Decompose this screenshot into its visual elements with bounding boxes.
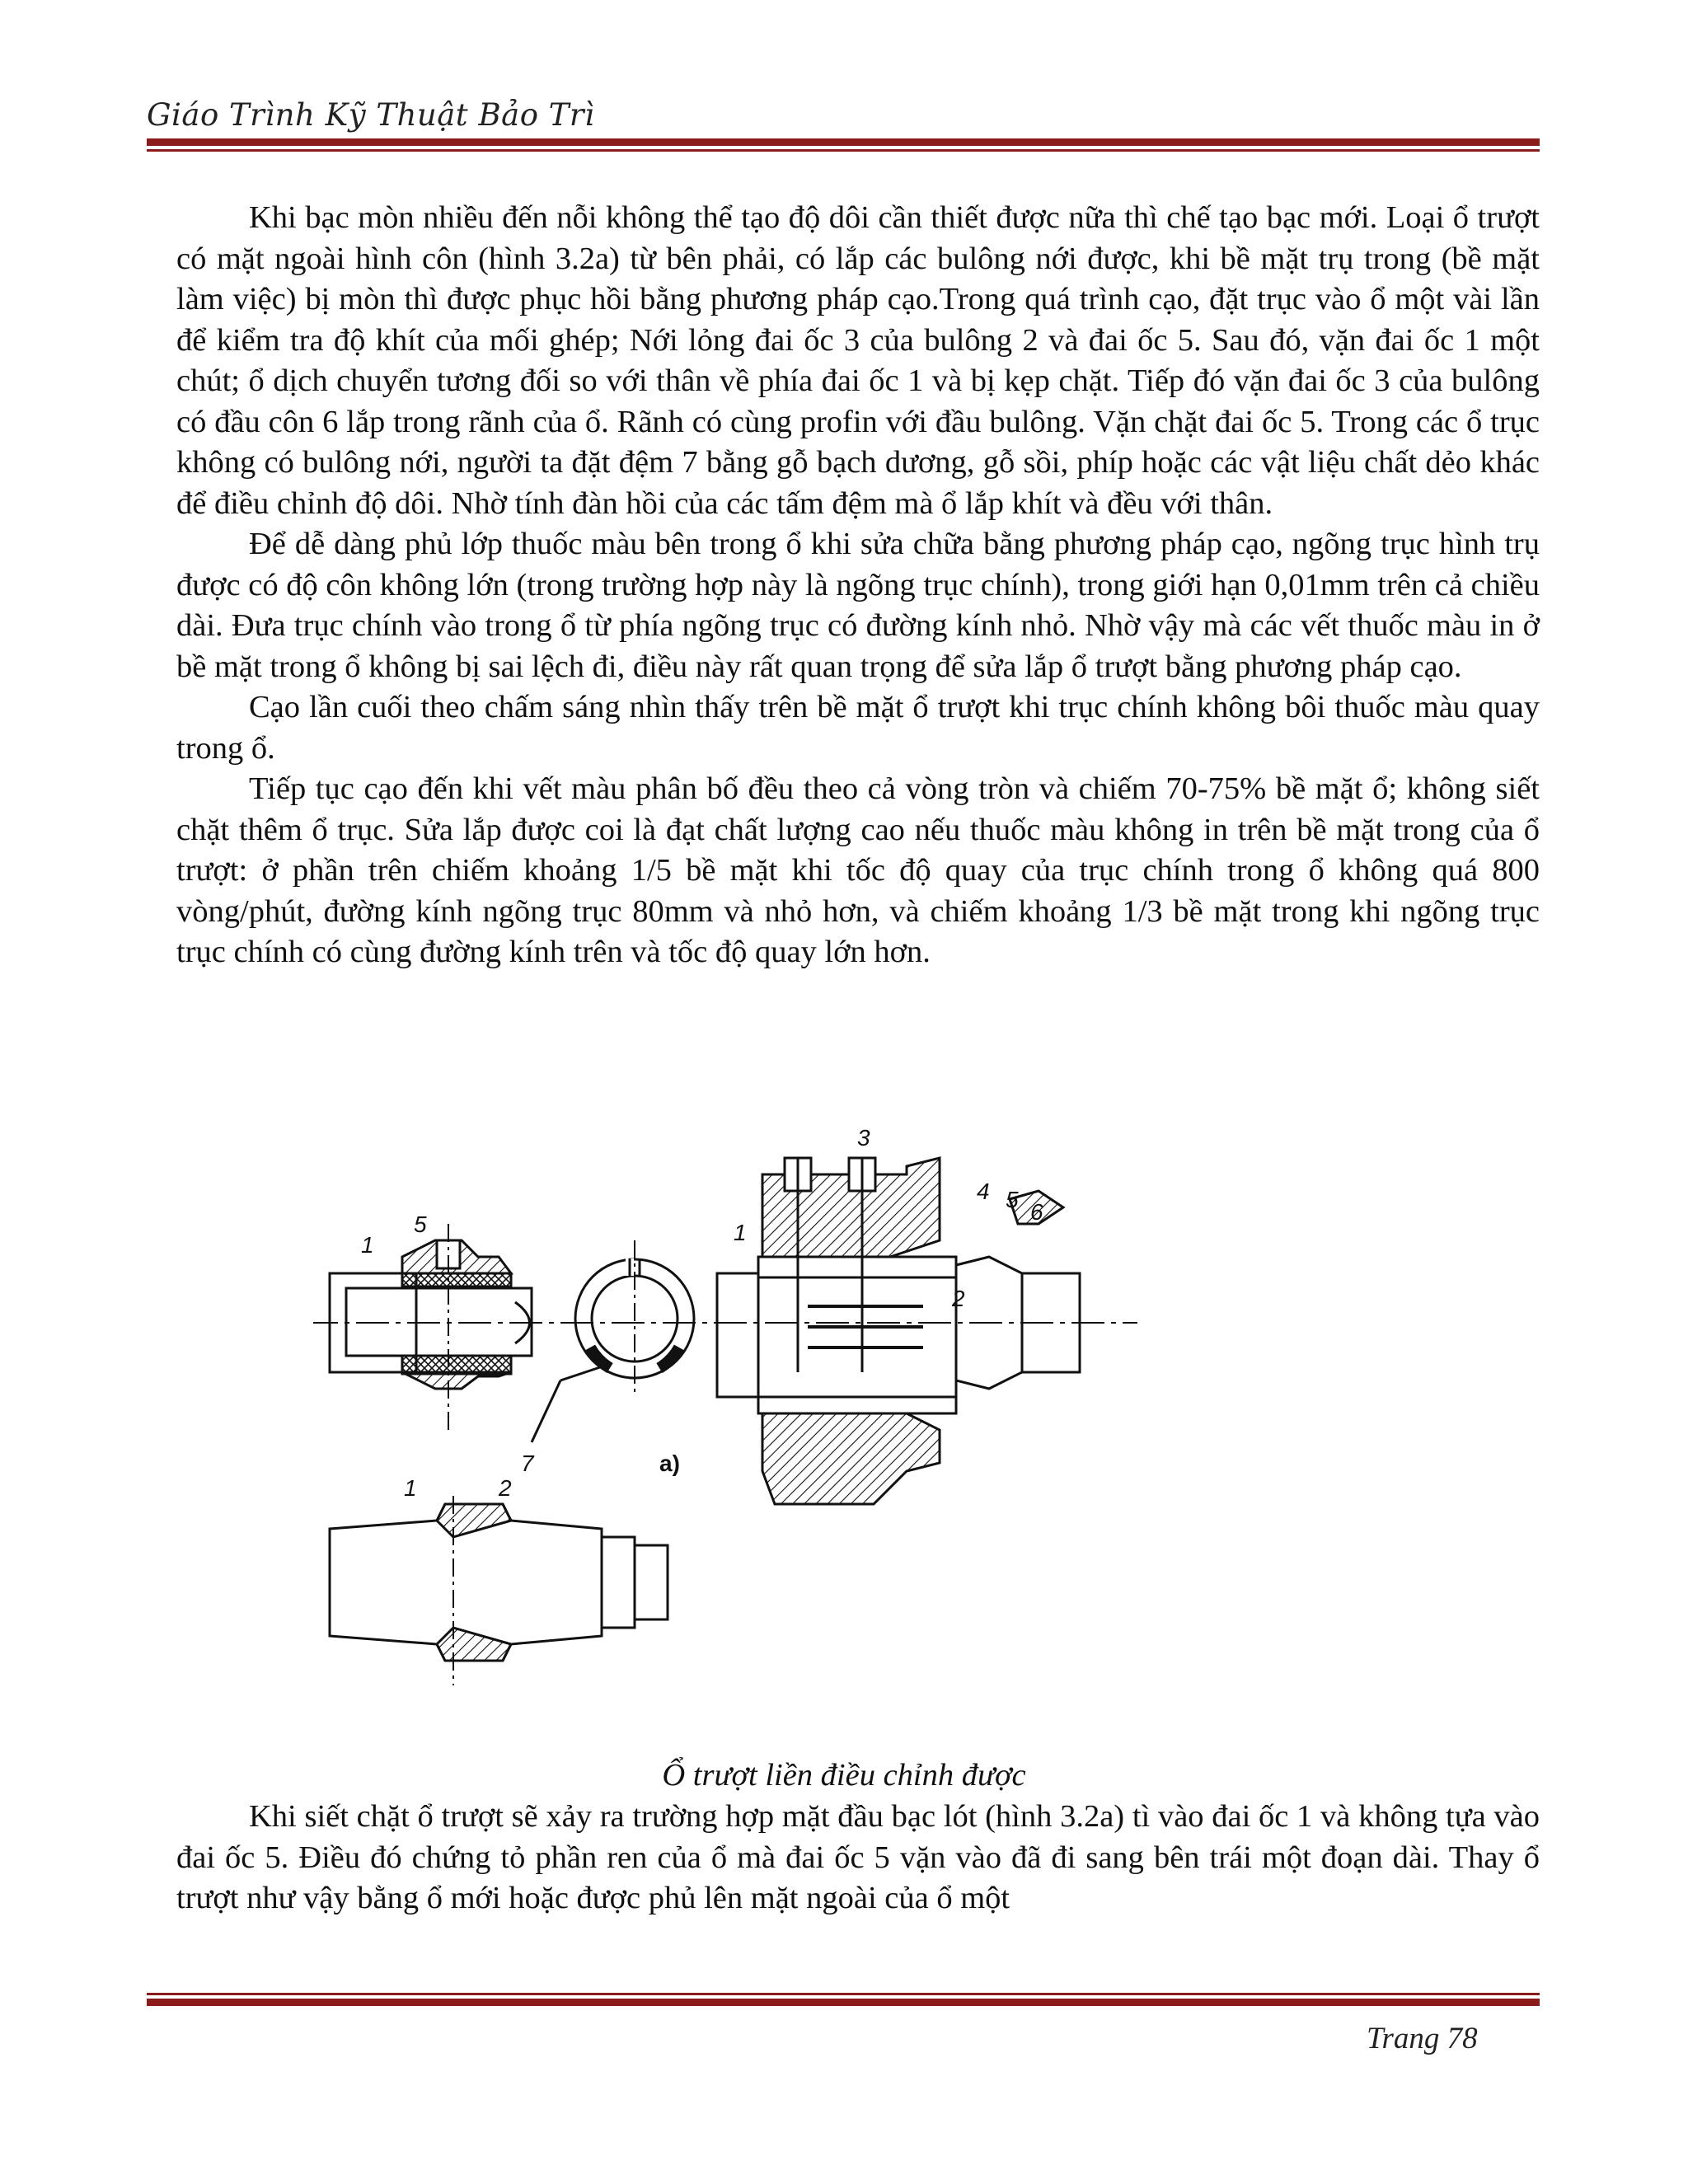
header-rule	[147, 138, 1540, 152]
right-bearing-view	[717, 1158, 1080, 1504]
header-title: Giáo Trình Kỹ Thuật Bảo Trì	[147, 97, 595, 133]
paragraph: Để dễ dàng phủ lớp thuốc màu bên trong ổ khi sửa chữa bằng phương pháp cạo, ngõng trục hình trụ được có độ côn không lớn (trong trường hợp này là ngõng trục chính), trong giới hạn 0,01mm trên cả chiều dài. Đưa trục chính vào trong ổ từ phía ngõng trục có đường kính nhỏ. Nhờ vậy mà các vết thuốc màu in ở bề mặt trong ổ không bị sai lệch đi, điều này rất quan trọng để sửa lắp ổ trượt bằng phương pháp cạo.	[176, 527, 1540, 684]
paragraph: Khi siết chặt ổ trượt sẽ xảy ra trường hợp mặt đầu bạc lót (hình 3.2a) tì vào đai ốc 1 và không tựa vào đai ốc 5. Điều đó chứng tỏ phần ren của ổ mà đai ốc 5 vặn vào đã đi sang bên trái một đoạn dài. Thay ổ trượt như vậy bằng ổ mới hoặc được phủ lên mặt ngoài của ổ một	[176, 1799, 1540, 1915]
fig-label: 5	[1006, 1187, 1019, 1212]
fig-label: 1	[734, 1220, 747, 1245]
bearing-figure	[313, 1108, 1154, 1751]
figure-caption: Ổ trượt liền điều chỉnh được	[662, 1758, 1026, 1793]
fig-label: 1	[361, 1232, 374, 1258]
fig-label: 4	[977, 1179, 990, 1204]
footer-rule	[147, 1993, 1540, 2006]
page-number: Trang 78	[1367, 2022, 1478, 2055]
fig-label: 2	[499, 1475, 512, 1501]
fig-label: 5	[414, 1212, 427, 1237]
fig-label: 1	[404, 1475, 417, 1501]
fig-label: 6	[1030, 1199, 1043, 1225]
fig-label: 7	[521, 1451, 534, 1476]
lower-text	[176, 1797, 1540, 1919]
paragraph: Cạo lần cuối theo chấm sáng nhìn thấy trên bề mặt ổ trượt khi trục chính không bôi thuốc màu quay trong ổ.	[176, 690, 1540, 766]
body-text	[176, 198, 1540, 973]
fig-label: a)	[659, 1451, 680, 1476]
left-bearing-view	[330, 1224, 532, 1430]
paragraph: Khi bạc mòn nhiều đến nỗi không thể tạo độ dôi cần thiết được nữa thì chế tạo bạc mới. Loại ổ trượt có mặt ngoài hình côn (hình 3.2a) từ bên phải, có lắp các bulông nới được, khi bề mặt trụ trong (bề mặt làm việc) bị mòn thì được phục hồi bằng phương pháp cạo.Trong quá trình cạo, đặt trục vào ổ một vài lần để kiểm tra độ khít của mối ghép; Nới lỏng đai ốc 3 của bulông 2 và đai ốc 5. Sau đó, vặn đai ốc 1 một chút; ổ dịch chuyển tương đối so với thân về phía đai ốc 1 và bị kẹp chặt. Tiếp đó vặn đai ốc 3 của bulông có đầu côn 6 lắp trong rãnh của ổ. Rãnh có cùng profin với đầu bulông. Vặn chặt đai ốc 5. Trong các ổ trục không có bulông nới, người ta đặt đệm 7 bằng gỗ bạch dương, gỗ sồi, phíp hoặc các vật liệu chất dẻo khác để điều chỉnh độ dôi. Nhờ tính đàn hồi của các tấm đệm mà ổ lắp khít và đều với thân.	[176, 200, 1540, 521]
bearing-ring	[575, 1240, 694, 1397]
fig-label: 3	[857, 1125, 870, 1151]
paragraph: Tiếp tục cạo đến khi vết màu phân bố đều theo cả vòng tròn và chiếm 70-75% bề mặt ổ; không siết chặt thêm ổ trục. Sửa lắp được coi là đạt chất lượng cao nếu thuốc màu không in trên bề mặt trong của ổ trượt: ở phần trên chiếm khoảng 1/5 bề mặt khi tốc độ quay của trục chính trong ổ không quá 800 vòng/phút, đường kính ngõng trục 80mm và nhỏ hơn, và chiếm khoảng 1/3 bề mặt trong khi ngõng trục trục chính có cùng đường kính trên và tốc độ quay lớn hơn.	[176, 771, 1540, 969]
bottom-bearing-view	[330, 1496, 668, 1685]
fig-label: 2	[952, 1286, 965, 1311]
